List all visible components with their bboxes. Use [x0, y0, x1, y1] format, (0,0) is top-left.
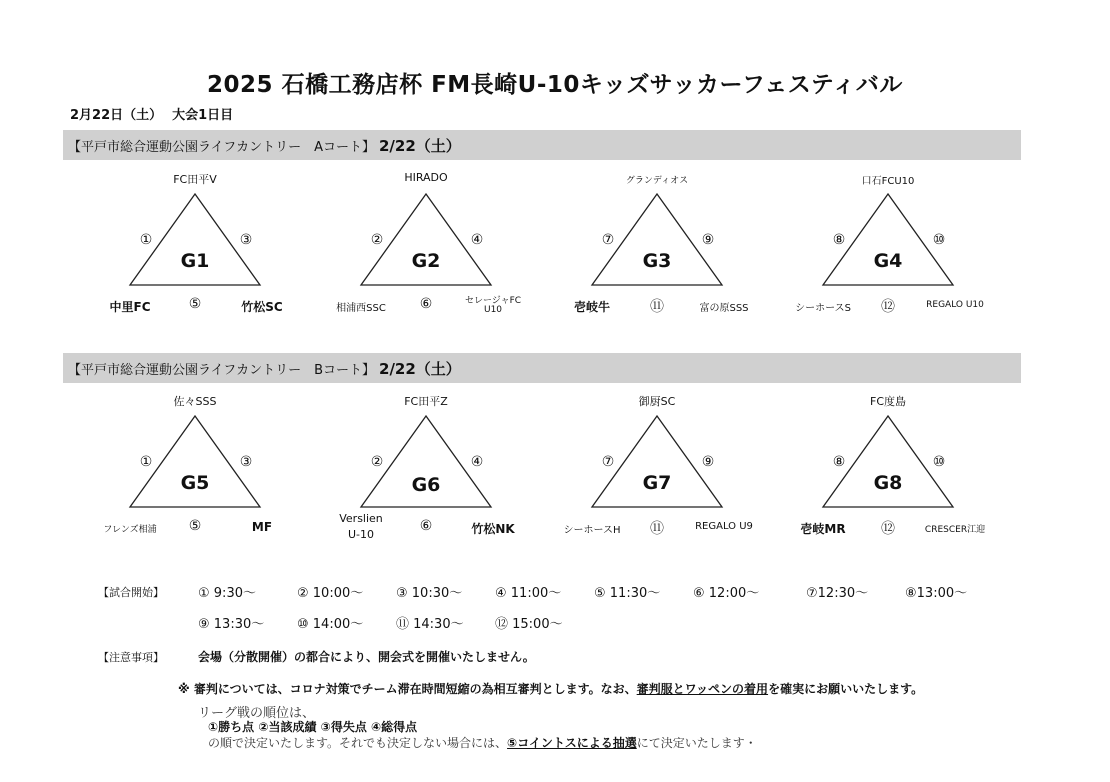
team-left-line1: Verslien [339, 512, 383, 525]
court-a-title: 【平戸市総合運動公園ライフカントリー Aコート】 [68, 140, 375, 155]
group-g8 [773, 390, 1003, 550]
team-top: FC度島 [869, 395, 907, 408]
group-label: G3 [642, 250, 672, 272]
group-label: G6 [411, 474, 441, 496]
note-ranking-criteria: ①勝ち点 ②当該成績 ③得失点 ④総得点 [208, 720, 418, 734]
match-num-right: ④ [470, 232, 484, 248]
note-tiebreak-a: の順で決定いたします。それでも決定しない場合には、 [208, 736, 508, 750]
match-num-left: ① [139, 454, 153, 470]
schedule-time-5: ⑤ 11:30～ [594, 586, 661, 601]
schedule-time-10: ⑩ 14:00～ [297, 617, 364, 632]
note-referee [178, 680, 923, 697]
match-num-bottom: ⑤ [188, 518, 202, 534]
group-g5 [80, 390, 310, 550]
schedule-time-3: ③ 10:30～ [396, 586, 463, 601]
group-label: G8 [873, 472, 903, 494]
match-num-left: ⑦ [601, 454, 615, 470]
team-left: 相浦西SSC [336, 303, 386, 314]
group-g4 [773, 168, 1003, 328]
team-top: 佐々SSS [173, 395, 217, 408]
match-num-right: ⑩ [932, 454, 946, 470]
page-title: 2025 石橋工務店杯 FM長崎U-10キッズサッカーフェスティバル [207, 72, 903, 98]
team-left: 中里FC [109, 300, 151, 314]
schedule-time-7: ⑦12:30～ [806, 586, 869, 601]
note-tiebreak-b: にて決定いたします・ [636, 736, 757, 750]
schedule-label: 【試合開始】 [98, 586, 164, 599]
match-num-bottom: ⑥ [419, 518, 433, 534]
group-g3 [542, 168, 772, 328]
group-g7 [542, 390, 772, 550]
note-referee-underlined: 審判服とワッペンの着用 [636, 682, 769, 696]
team-top: FC田平V [173, 173, 217, 186]
group-g1 [80, 168, 310, 328]
group-label: G5 [180, 472, 210, 494]
schedule-time-9: ⑨ 13:30～ [198, 617, 265, 632]
note-ranking-intro: リーグ戦の順位は、 [198, 706, 316, 721]
schedule-time-12: ⑫ 15:00～ [495, 617, 563, 632]
match-num-left: ⑦ [601, 232, 615, 248]
match-num-right: ③ [239, 232, 253, 248]
note-referee-a: ※ 審判については、コロナ対策でチーム滞在時間短縮の為相互審判とします。なお、 [178, 682, 637, 696]
court-a-date: 2/22（土） [378, 137, 461, 155]
match-num-left: ② [370, 232, 384, 248]
match-num-left: ⑧ [832, 232, 846, 248]
note-opening-ceremony: 会場（分散開催）の都合により、開会式を開催いたしません。 [198, 650, 535, 664]
team-right: REGALO U10 [926, 300, 984, 310]
match-num-bottom: ⑪ [650, 299, 664, 315]
team-left: シーホースS [795, 303, 851, 314]
court-b-header [63, 353, 1021, 383]
day-label: 大会1日目 [172, 108, 234, 123]
match-num-right: ③ [239, 454, 253, 470]
match-num-bottom: ⑫ [881, 521, 895, 537]
match-num-bottom: ⑥ [419, 296, 433, 312]
schedule-time-6: ⑥ 12:00～ [693, 586, 760, 601]
match-num-left: ⑧ [832, 454, 846, 470]
note-tiebreak-underlined: ⑤コイントスによる抽選 [507, 736, 637, 750]
team-top: HIRADO [404, 171, 448, 184]
match-num-left: ① [139, 232, 153, 248]
team-left: 壱岐牛 [573, 300, 611, 314]
group-g6 [311, 390, 541, 550]
match-num-right: ⑨ [701, 232, 715, 248]
team-left: 壱岐MR [800, 522, 846, 536]
schedule-time-8: ⑧13:00～ [905, 586, 968, 601]
schedule-time-4: ④ 11:00～ [495, 586, 562, 601]
team-top: FC田平Z [404, 395, 448, 408]
team-right: CRESCER江迎 [924, 525, 986, 535]
group-label: G4 [873, 250, 903, 272]
group-label: G7 [642, 472, 672, 494]
team-right: 富の原SSS [699, 303, 749, 314]
note-referee-b: を確実にお願いいたします。 [768, 682, 924, 696]
match-num-right: ⑩ [932, 232, 946, 248]
match-num-bottom: ⑤ [188, 296, 202, 312]
match-num-left: ② [370, 454, 384, 470]
match-num-right: ⑨ [701, 454, 715, 470]
team-left: シーホースH [563, 525, 621, 536]
date-text: 2月22日（土） [70, 108, 163, 123]
notes-label: 【注意事項】 [98, 651, 164, 664]
court-a-header [63, 130, 1021, 160]
note-ranking-tiebreak [208, 734, 757, 751]
court-b-title: 【平戸市総合運動公園ライフカントリー Bコート】 [68, 363, 376, 378]
team-right-line1: セレージャFC [464, 296, 522, 306]
team-right-line2: U10 [483, 305, 503, 315]
team-left: フレンズ相浦 [103, 525, 157, 535]
schedule-time-1: ① 9:30～ [198, 586, 256, 601]
team-top: 口石FCU10 [861, 176, 915, 187]
group-label: G2 [411, 250, 441, 272]
team-right: REGALO U9 [695, 521, 753, 532]
group-label: G1 [180, 250, 210, 272]
team-right: 竹松SC [241, 300, 283, 314]
team-left-line2: U-10 [347, 528, 375, 541]
team-top: 御厨SC [638, 395, 676, 408]
date-line [70, 104, 233, 123]
group-g2 [311, 168, 541, 328]
schedule-time-11: ⑪ 14:30～ [396, 617, 464, 632]
match-num-bottom: ⑪ [650, 521, 664, 537]
team-top: グランディオス [625, 176, 689, 186]
team-right: 竹松NK [471, 522, 515, 536]
match-num-bottom: ⑫ [881, 299, 895, 315]
team-right: MF [251, 520, 273, 534]
court-b-date: 2/22（土） [379, 360, 461, 378]
schedule-time-2: ② 10:00～ [297, 586, 364, 601]
match-num-right: ④ [470, 454, 484, 470]
